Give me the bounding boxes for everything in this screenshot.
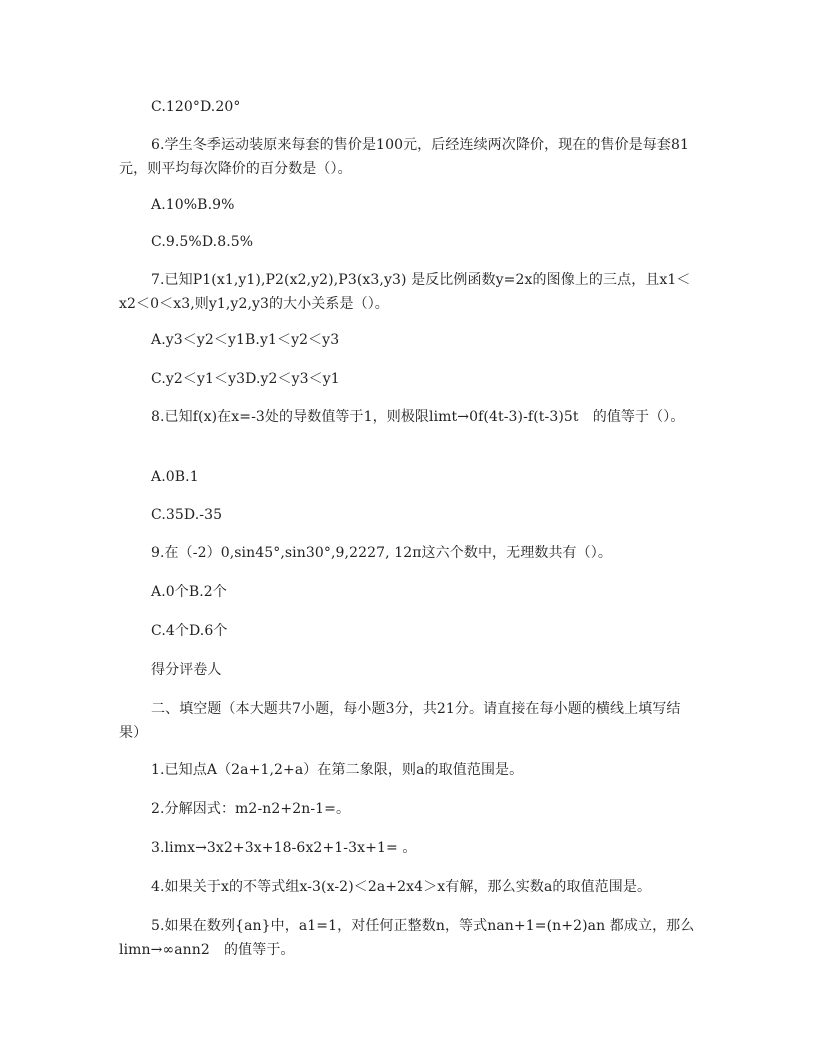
option-line-c-d-q7: C.y2＜y1＜y3D.y2＜y3＜y1 (151, 371, 340, 387)
question-7: 7.已知P1(x1,y1),P2(x2,y2),P3(x3,y3) 是反比例函数y=2x的图像上的三点，且x1＜x2＜0＜x3,则y1,y2,y3的大小关系是（）。 (119, 272, 691, 312)
option-line-a-b-q8: A.0B.1 (151, 469, 199, 485)
option-line-c-d-q8: C.35D.-35 (151, 507, 223, 523)
option-line-c-d-q9: C.4个D.6个 (151, 623, 228, 639)
question-8: 8.已知f(x)在x=-3处的导数值等于1，则极限limt→0f(4t-3)-f(t-3)5t 的值等于（）。 (151, 409, 685, 425)
option-line-a-b-q9: A.0个B.2个 (151, 584, 227, 600)
question-9: 9.在（-2）0,sin45°,sin30°,9,2227, 12π这六个数中，无理数共有（）。 (151, 545, 612, 561)
option-line-a-b-q7: A.y3＜y2＜y1B.y1＜y2＜y3 (151, 332, 340, 348)
fill-question-2: 2.分解因式：m2-n2+2n-1=。 (151, 801, 351, 817)
score-grader-label: 得分评卷人 (151, 662, 222, 678)
option-line-a-b-q6: A.10%B.9% (151, 197, 235, 213)
section-heading-fill-in: 二、填空题（本大题共7小题，每小题3分，共21分。请直接在每小题的横线上填写结果） (119, 701, 681, 741)
fill-question-4: 4.如果关于x的不等式组x-3(x-2)＜2a+2x4＞x有解，那么实数a的取值范围是。 (151, 879, 652, 895)
option-line-c-d-q5: C.120°D.20° (151, 99, 241, 115)
option-line-c-d-q6: C.9.5%D.8.5% (151, 234, 254, 250)
fill-question-5: 5.如果在数列{an}中，a1=1，对任何正整数n，等式nan+1=(n+2)an 都成立，那么limn→∞ann2 的值等于。 (119, 918, 695, 958)
question-6: 6.学生冬季运动装原来每套的售价是100元，后经连续两次降价，现在的售价是每套81元，则平均每次降价的百分数是（）。 (119, 137, 689, 177)
fill-question-1: 1.已知点A（2a+1,2+a）在第二象限，则a的取值范围是。 (151, 762, 524, 778)
fill-question-3: 3.limx→3x2+3x+18-6x2+1-3x+1= 。 (151, 840, 417, 856)
